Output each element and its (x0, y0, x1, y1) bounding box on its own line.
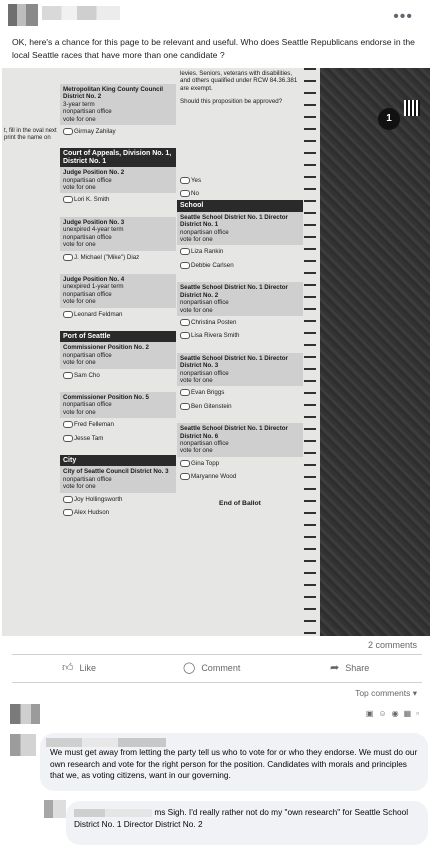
race-subtitle: vote for one (63, 359, 96, 367)
comment-label: Comment (201, 662, 241, 673)
race-subtitle: nonpartisan office (63, 176, 112, 184)
race-title: City of Seattle Council District No. 3 (63, 468, 169, 476)
race-subtitle: nonpartisan office (63, 475, 112, 483)
ballot-section-heading: Court of Appeals, Division No. 1, District No. 1 (60, 148, 176, 167)
camera-icon[interactable]: ◉ (391, 709, 399, 718)
more-options-icon[interactable]: ••• (393, 8, 413, 25)
share-button[interactable] (330, 661, 369, 674)
action-bar (0, 658, 433, 680)
sticker-icon[interactable]: ▣ (365, 709, 374, 718)
reply-author-redacted[interactable] (74, 809, 152, 817)
no-option: No (177, 187, 303, 200)
race-subtitle: vote for one (180, 236, 213, 244)
ballot-question: Should this proposition be approved? (180, 98, 283, 106)
race-subtitle: nonpartisan office (63, 401, 112, 409)
author-name-redacted[interactable] (42, 6, 120, 20)
ballot-section-heading: School (177, 200, 303, 211)
post-header (0, 0, 433, 32)
reply-bubble (66, 801, 428, 845)
share-arrow-icon: ➦ (330, 662, 340, 674)
race-subtitle: vote for one (63, 184, 96, 192)
top-comments-dropdown[interactable] (355, 688, 417, 699)
race-title: Judge Position No. 2 (63, 169, 125, 177)
qr-code-icon (404, 100, 420, 116)
race-subtitle: nonpartisan office (180, 369, 229, 377)
comment-text: We must get away from letting the party tell us who to vote for or who they endorse. We must do our own research and vote for the right person for the position. Candidates with morals and principles that we, as voting citizens, want in our governing. (50, 747, 418, 780)
candidate-option: Alex Hudson (60, 506, 176, 519)
race-subtitle: unexpired 4-year term (63, 226, 124, 234)
race-subtitle: nonpartisan office (63, 108, 112, 116)
race-subtitle: nonpartisan office (63, 290, 112, 298)
divider (12, 682, 422, 683)
race-subtitle: vote for one (180, 306, 213, 314)
race-subtitle: vote for one (63, 298, 96, 306)
ballot-race-header (177, 353, 303, 387)
ballot-race-header (177, 282, 303, 316)
ballot-column-1 (60, 84, 176, 529)
race-title: Seattle School District No. 1 Director District No. 2 (180, 284, 288, 299)
race-title: Judge Position No. 3 (63, 218, 125, 226)
emoji-icon[interactable]: ☺ (378, 709, 387, 718)
author-avatar[interactable] (8, 4, 38, 26)
race-title: Judge Position No. 4 (63, 275, 125, 283)
race-title: Seattle School District No. 1 Director District No. 3 (180, 354, 288, 370)
race-subtitle: vote for one (63, 241, 96, 249)
ballot-race-header (60, 84, 176, 125)
candidate-option: Debbie Carlsen (177, 259, 303, 272)
candidate-option: J. Michael ("Mike") Diaz (60, 251, 176, 264)
comment-button[interactable] (183, 661, 240, 674)
composer-icons (366, 709, 419, 718)
race-title: Commissioner Position No. 2 (63, 344, 149, 352)
race-title: Commissioner Position No. 5 (63, 393, 149, 401)
ballot-seal-icon: 1 (378, 108, 400, 130)
viewer-avatar (10, 704, 40, 724)
candidate-option: Evan Briggs (177, 386, 303, 399)
reply-avatar[interactable] (44, 800, 66, 818)
carpet-background (320, 68, 430, 636)
race-subtitle: nonpartisan office (63, 351, 112, 359)
ballot-race-header (177, 423, 303, 457)
candidate-option: Liza Rankin (177, 245, 303, 258)
ballot-race-header (60, 217, 176, 251)
chevron-down-icon: ▾ (412, 688, 417, 698)
comment-composer[interactable] (0, 704, 433, 726)
top-comments-label: Top comments (355, 688, 411, 698)
candidate-option: Ben Gitenstein (177, 400, 303, 413)
ballot-race-header (177, 212, 303, 246)
candidate-option: Christina Posten (177, 316, 303, 329)
thumbs-up-icon: 👍︎ (62, 662, 74, 674)
ballot-column-2 (177, 68, 303, 507)
race-subtitle: unexpired 1-year term (63, 283, 124, 291)
end-of-ballot: End of Ballot (219, 499, 261, 507)
ballot-photo[interactable] (2, 68, 430, 636)
like-button[interactable] (62, 661, 96, 674)
race-subtitle: vote for one (63, 483, 96, 491)
ballot-section-heading: Port of Seattle (60, 331, 176, 342)
ballot-race-header (60, 342, 176, 368)
commenter-name-redacted[interactable] (46, 738, 166, 747)
divider (12, 654, 422, 655)
race-subtitle: nonpartisan office (63, 233, 112, 241)
candidate-option: Girmay Zahilay (60, 125, 176, 138)
comments-count[interactable]: 2 comments (367, 640, 417, 650)
timing-marks (304, 68, 316, 636)
candidate-option: Gina Topp (177, 457, 303, 470)
ballot-left-note: t, fill in the oval next print the name on (4, 128, 57, 141)
race-subtitle: vote for one (63, 115, 96, 123)
race-subtitle: nonpartisan office (180, 439, 229, 447)
candidate-option: Jesse Tam (60, 432, 176, 445)
candidate-option: Lori K. Smith (60, 193, 176, 206)
ballot-race-header (60, 392, 176, 418)
gif-icon[interactable]: ▦ (403, 709, 412, 718)
reply-text: ms Sigh. I'd really rather not do my "own research" for Seattle School District No. 1 Director District No. 2 (74, 807, 409, 829)
race-title: Seattle School District No. 1 Director District No. 6 (180, 425, 288, 440)
ballot-section-heading: City (60, 455, 176, 466)
race-subtitle: vote for one (180, 376, 213, 384)
race-subtitle: 3-year term (63, 100, 95, 108)
comment-bubble-icon: ◯ (183, 662, 196, 674)
like-label: Like (79, 662, 97, 673)
candidate-option: Sam Cho (60, 369, 176, 382)
candidate-option: Lisa Rivera Smith (177, 329, 303, 342)
post-text: OK, here's a chance for this page to be relevant and useful. Who does Seattle Republicans endorse in the local Seattle races that have more than one candidate ? (12, 37, 415, 60)
avatar-sticker-icon[interactable]: ▫ (416, 709, 419, 718)
ballot-race-header (60, 274, 176, 308)
ballot-race-header (60, 167, 176, 193)
ballot-race-header (60, 466, 176, 492)
candidate-option: Leonard Feldman (60, 308, 176, 321)
race-subtitle: nonpartisan office (180, 299, 229, 307)
race-title: Metropolitan King County Council District No. 2 (63, 86, 164, 101)
race-subtitle: nonpartisan office (180, 228, 229, 236)
yes-option: Yes (177, 174, 303, 187)
commenter-avatar[interactable] (10, 734, 36, 756)
candidate-option: Fred Felleman (60, 418, 176, 431)
candidate-option: Joy Hollingsworth (60, 493, 176, 506)
ballot-top-text: levies. Seniors, veterans with disabilities, and others qualified under RCW 84.36.381 are exempt. (180, 70, 298, 92)
share-label: Share (345, 662, 370, 673)
race-title: Seattle School District No. 1 Director District No. 1 (180, 213, 288, 229)
race-subtitle: vote for one (180, 447, 213, 455)
candidate-option: Maryanne Wood (177, 470, 303, 483)
race-subtitle: vote for one (63, 408, 96, 416)
